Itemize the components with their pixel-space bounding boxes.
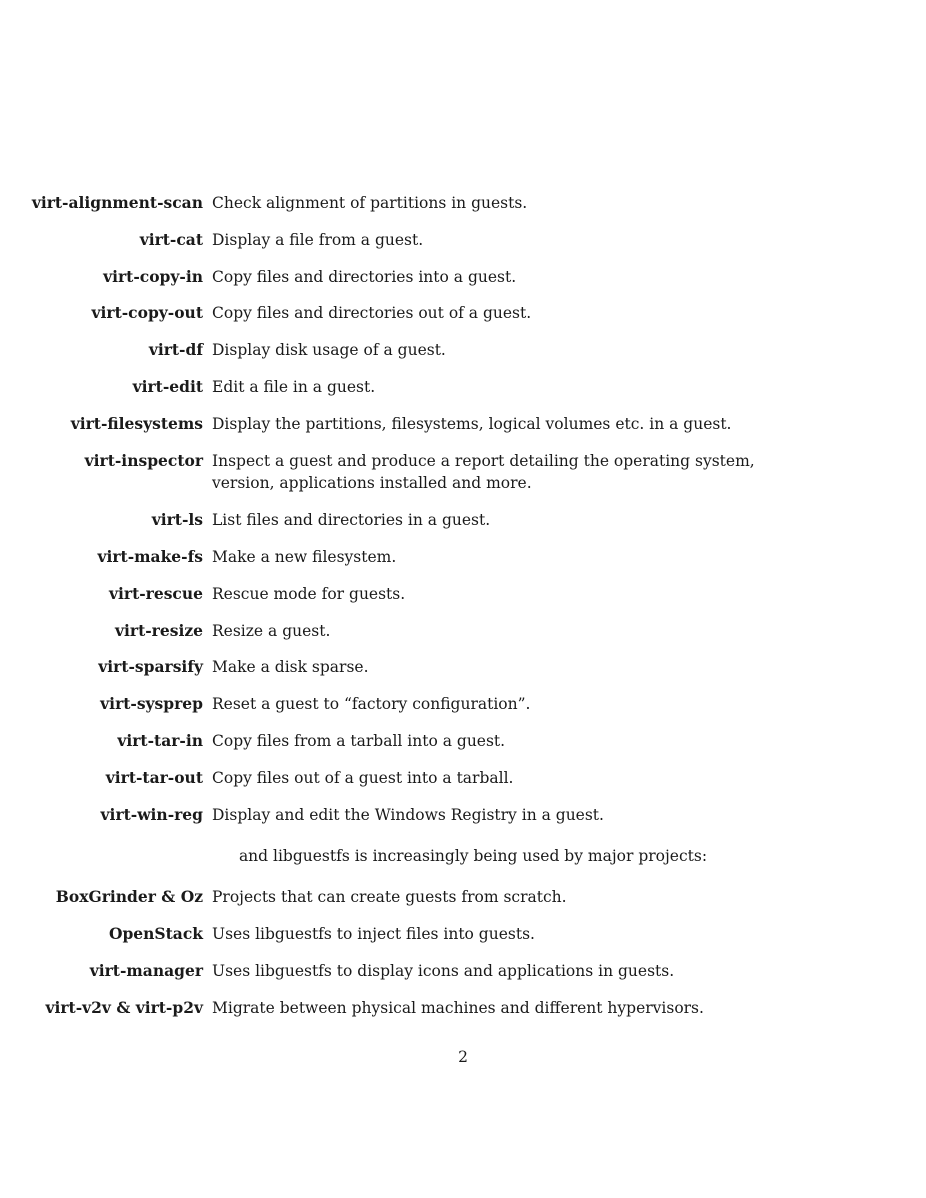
tool-description: Resize a guest. [212,622,331,640]
tool-name: virt-resize [115,621,203,640]
tool-description: Inspect a guest and produce a report detailing the operating system, version, applications installed and more. [212,452,755,492]
tool-description: Make a disk sparse. [212,658,369,676]
tool-description: Display and edit the Windows Registry in a guest. [212,806,604,824]
tool-name: virt-filesystems [70,414,203,433]
tool-name: virt-ls [151,510,203,529]
tool-description: Display a file from a guest. [212,231,424,249]
project-name: virt-manager [89,961,203,980]
tool-description: Make a new filesystem. [212,548,397,566]
tool-name: virt-copy-in [103,267,203,286]
tool-name: virt-alignment-scan [31,193,203,212]
tool-description: Reset a guest to “factory configuration”. [212,695,531,713]
project-description: Uses libguestfs to display icons and applications in guests. [212,962,675,980]
tool-name: virt-sparsify [98,657,203,676]
tool-description: Edit a file in a guest. [212,378,376,396]
tool-name: virt-make-fs [97,547,203,566]
project-description: Uses libguestfs to inject files into guests. [212,925,535,943]
project-name: BoxGrinder & Oz [55,887,203,906]
project-name: OpenStack [108,924,203,943]
tool-name: virt-sysprep [100,694,203,713]
tool-description: Rescue mode for guests. [212,585,406,603]
tool-description: Copy files and directories out of a guest. [212,304,532,322]
project-description: Migrate between physical machines and different hypervisors. [212,999,704,1017]
tool-name: virt-edit [132,377,203,396]
tool-description: Copy files out of a guest into a tarball. [212,769,514,787]
project-name: virt-v2v & virt-p2v [45,998,203,1017]
tool-name: virt-win-reg [100,805,203,824]
tool-name: virt-rescue [109,584,203,603]
tool-name: virt-cat [139,230,203,249]
page-number: 2 [458,1048,468,1066]
tool-name: virt-df [148,340,203,359]
tool-name: virt-tar-in [117,731,203,750]
tool-description: List files and directories in a guest. [212,511,491,529]
project-description: Projects that can create guests from scratch. [212,888,567,906]
tool-description: Copy files from a tarball into a guest. [212,732,506,750]
tool-name: virt-tar-out [105,768,203,787]
tool-description: Display disk usage of a guest. [212,341,446,359]
tool-description: Copy files and directories into a guest. [212,268,517,286]
tool-description: Display the partitions, filesystems, logical volumes etc. in a guest. [212,415,732,433]
tool-name: virt-inspector [84,451,203,470]
tool-description: Check alignment of partitions in guests. [212,194,528,212]
interlude-text: and libguestfs is increasingly being used by major projects: [238,847,708,865]
tool-name: virt-copy-out [91,303,203,322]
